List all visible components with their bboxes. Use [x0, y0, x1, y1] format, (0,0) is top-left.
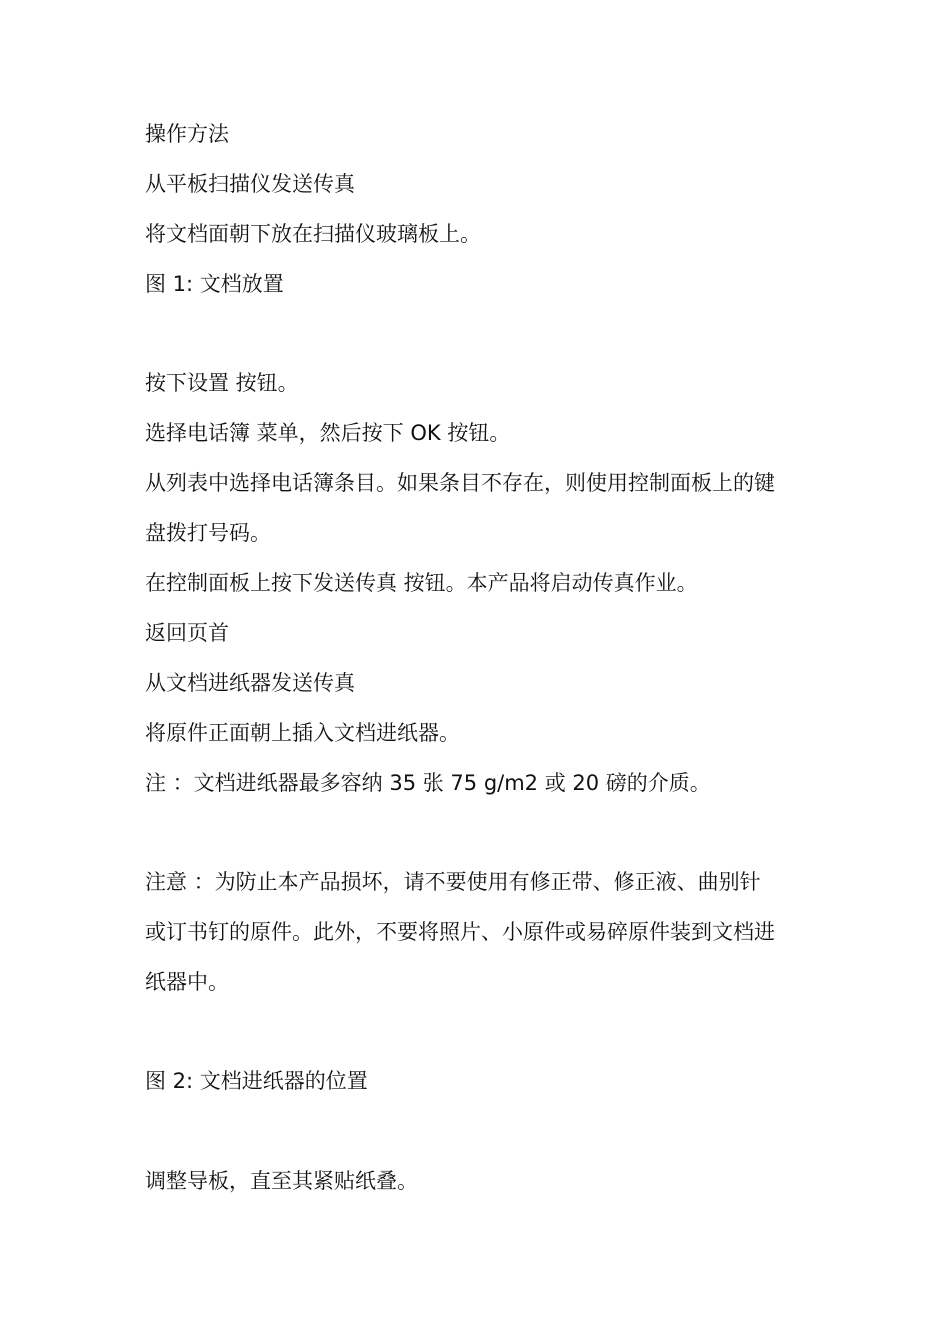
- step-press-send-fax: 在控制面板上按下发送传真 按钮。本产品将启动传真作业。: [145, 571, 698, 595]
- step-adjust-guides: 调整导板，直至其紧贴纸叠。: [145, 1169, 418, 1193]
- step-place-document: 将文档面朝下放在扫描仪玻璃板上。: [145, 222, 481, 246]
- figure-1-caption: 图 1: 文档放置: [145, 272, 284, 296]
- step-select-entry-line-1: 从列表中选择电话簿条目。如果条目不存在，则使用控制面板上的键: [145, 471, 775, 495]
- figure-2-caption: 图 2: 文档进纸器的位置: [145, 1069, 368, 1093]
- caution-line-2: 或订书钉的原件。此外，不要将照片、小原件或易碎原件装到文档进: [145, 920, 775, 944]
- back-to-top-link[interactable]: 返回页首: [145, 621, 229, 645]
- subheading-send-from-feeder: 从文档进纸器发送传真: [145, 671, 355, 695]
- step-select-phonebook: 选择电话簿 菜单，然后按下 OK 按钮。: [145, 421, 511, 445]
- step-insert-original: 将原件正面朝上插入文档进纸器。: [145, 721, 460, 745]
- note-feeder-capacity: 注 ：文档进纸器最多容纳 35 张 75 g/m2 或 20 磅的介质。: [145, 771, 711, 795]
- step-press-setup: 按下设置 按钮。: [145, 371, 299, 395]
- caution-line-1: 注意 ：为防止本产品损坏，请不要使用有修正带、修正液、曲别针: [145, 870, 761, 894]
- step-select-entry-line-2: 盘拨打号码。: [145, 521, 271, 545]
- section-heading-operation-method: 操作方法: [145, 122, 229, 146]
- caution-line-3: 纸器中。: [145, 970, 229, 994]
- subheading-send-from-flatbed: 从平板扫描仪发送传真: [145, 172, 355, 196]
